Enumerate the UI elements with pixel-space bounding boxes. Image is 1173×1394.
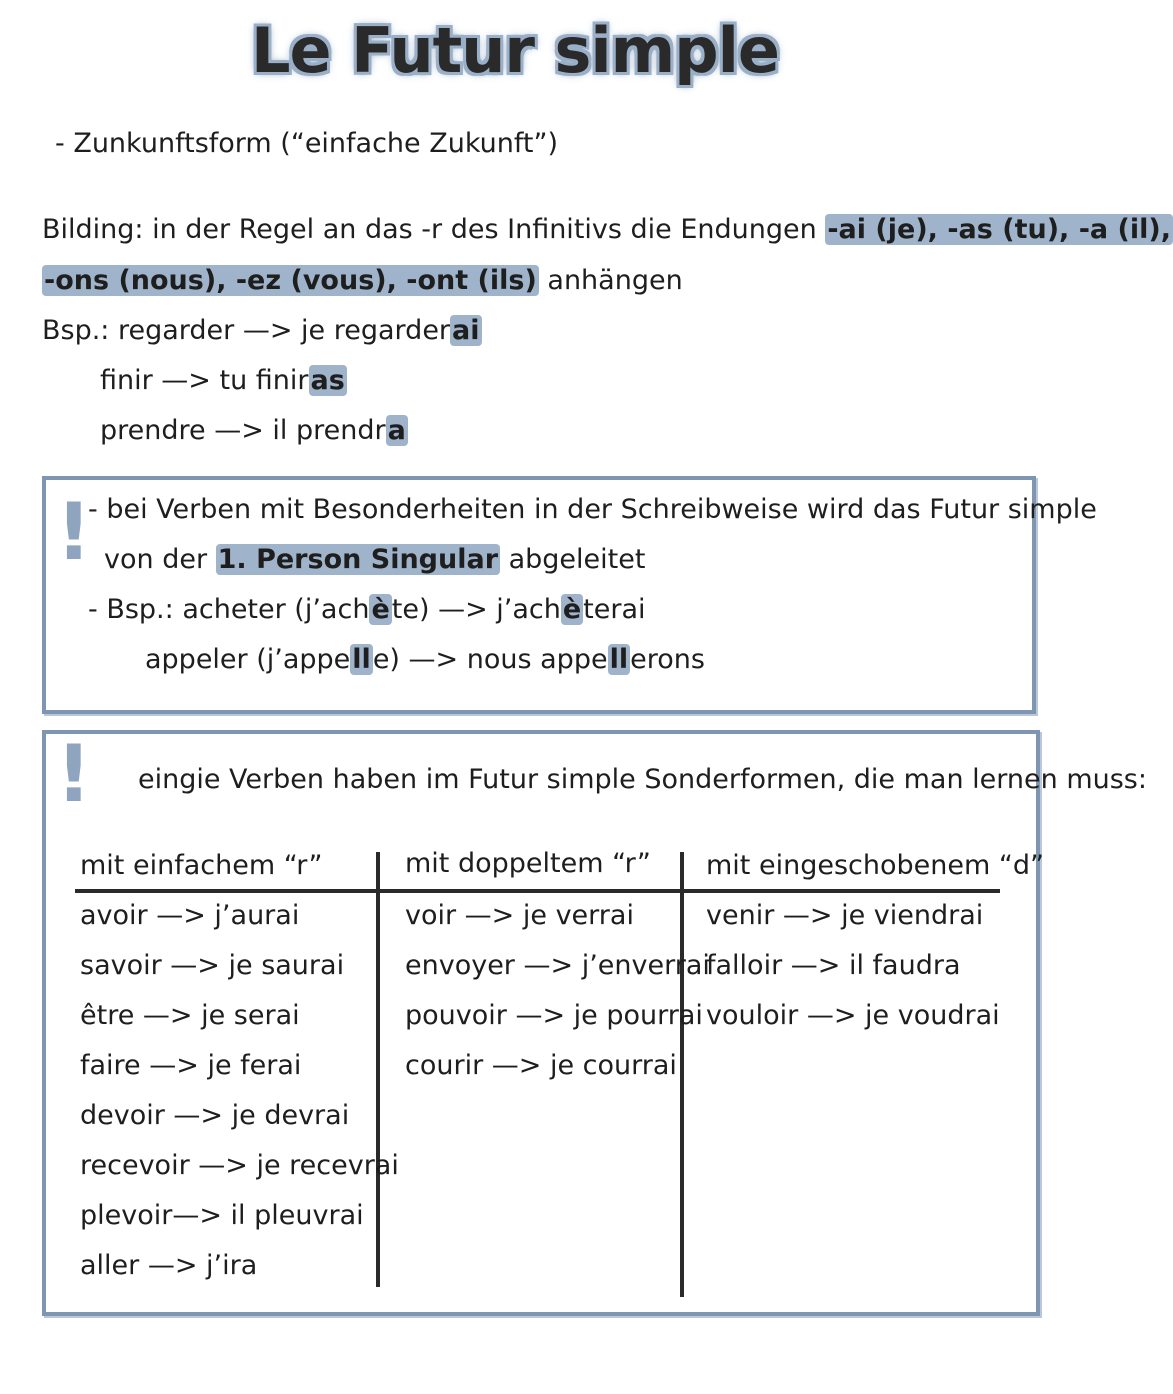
- table-cell: avoir —> j’aurai: [80, 900, 300, 931]
- table-cell: recevoir —> je recevrai: [80, 1150, 399, 1181]
- endings-highlight-1: -ai (je), -as (tu), -a (il),: [827, 214, 1171, 245]
- example-finir: [100, 365, 347, 396]
- exclamation-icon: !: [56, 730, 92, 820]
- endings-highlight-2: -ons (nous), -ez (vous), -ont (ils): [44, 265, 537, 296]
- column-header-inserted-d: mit eingeschobenem “d”: [706, 850, 1044, 881]
- bildung-line-2: [42, 265, 683, 296]
- example-ending: a: [387, 415, 406, 446]
- box1-text: erons: [630, 644, 705, 675]
- table-cell: pouvoir —> je pourrai: [405, 1000, 703, 1031]
- box2-intro: eingie Verben haben im Futur simple Sonderformen, die man lernen muss:: [138, 764, 1147, 795]
- intro-line: - Zunkunftsform (“einfache Zukunft”): [55, 128, 559, 159]
- box1-text: te) —> j’ach: [391, 594, 561, 625]
- table-cell: faire —> je ferai: [80, 1050, 302, 1081]
- box1-text: terai: [583, 594, 646, 625]
- box1-line-1: - bei Verben mit Besonderheiten in der Schreibweise wird das Futur simple: [88, 494, 1097, 525]
- accent-highlight: è: [371, 594, 390, 625]
- table-cell: aller —> j’ira: [80, 1250, 258, 1281]
- example-ending: as: [310, 365, 345, 396]
- box1-text: abgeleitet: [500, 544, 646, 575]
- double-l-highlight: ll: [609, 644, 629, 675]
- table-cell: falloir —> il faudra: [706, 950, 961, 981]
- table-cell: savoir —> je saurai: [80, 950, 345, 981]
- table-cell: vouloir —> je voudrai: [706, 1000, 1000, 1031]
- example-text: Bsp.: regarder —> je regarder: [42, 315, 451, 346]
- box1-text: e) —> nous appe: [372, 644, 608, 675]
- table-column-divider: [376, 852, 380, 1287]
- example-text: finir —> tu finir: [100, 365, 309, 396]
- person-singular-highlight: 1. Person Singular: [217, 544, 499, 575]
- bildung-line-1: [42, 214, 1173, 245]
- box1-text: - Bsp.: acheter (j’ach: [88, 594, 370, 625]
- table-cell: courir —> je courrai: [405, 1050, 677, 1081]
- table-cell: être —> je serai: [80, 1000, 300, 1031]
- box1-text: appeler (j’appe: [145, 644, 351, 675]
- table-cell: devoir —> je devrai: [80, 1100, 350, 1131]
- table-cell: venir —> je viendrai: [706, 900, 984, 931]
- example-regarder: [42, 315, 482, 346]
- column-header-double-r: mit doppeltem “r”: [405, 848, 651, 879]
- exclamation-icon: !: [56, 488, 92, 578]
- double-l-highlight: ll: [352, 644, 371, 675]
- page-title: Le Futur simple: [251, 14, 779, 87]
- table-cell: voir —> je verrai: [405, 900, 634, 931]
- column-header-single-r: mit einfachem “r”: [80, 850, 323, 881]
- table-header-rule: [75, 889, 1000, 893]
- box1-line-2: [104, 544, 645, 575]
- bildung-text: Bilding: in der Regel an das -r des Infinitivs die Endungen: [42, 214, 826, 245]
- accent-highlight: è: [562, 594, 582, 625]
- example-ending: ai: [452, 315, 480, 346]
- example-text: prendre —> il prendr: [100, 415, 386, 446]
- box1-line-4: [145, 644, 705, 675]
- table-cell: plevoir—> il pleuvrai: [80, 1200, 364, 1231]
- box1-text: von der: [104, 544, 216, 575]
- table-column-divider: [680, 852, 684, 1297]
- example-prendre: [100, 415, 408, 446]
- box1-line-3: [88, 594, 646, 625]
- bildung-text-2: anhängen: [538, 265, 683, 296]
- table-cell: envoyer —> j’enverrai: [405, 950, 710, 981]
